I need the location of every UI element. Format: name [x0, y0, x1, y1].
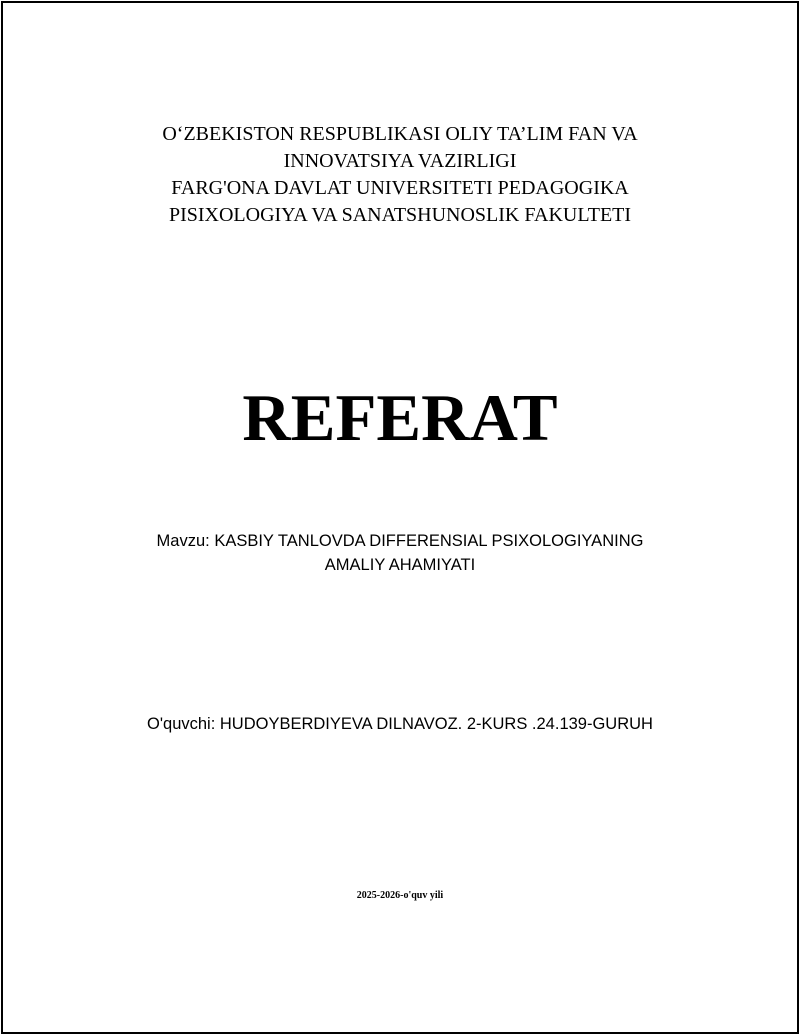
header-line-ministry-2: INNOVATSIYA VAZIRLIGI — [283, 150, 517, 172]
header-line-faculty: PISIXOLOGIYA VA SANATSHUNOSLIK FAKULTETI — [168, 204, 632, 226]
document-title: REFERAT — [242, 381, 558, 455]
topic-line-1: Mavzu: KASBIY TANLOVDA DIFFERENSIAL PSIXOLOGIYANING — [156, 532, 644, 550]
topic-line-2: AMALIY AHAMIYATI — [324, 556, 476, 574]
academic-year: 2025-2026-o'quv yili — [356, 890, 444, 901]
institution-header — [0, 121, 800, 229]
header-line-ministry-1: O‘ZBEKISTON RESPUBLIKASI OLIY TA’LIM FAN VA — [162, 123, 638, 145]
topic-block — [0, 529, 800, 577]
header-line-university: FARG'ONA DAVLAT UNIVERSITETI PEDAGOGIKA — [171, 177, 629, 199]
student-info: O'quvchi: HUDOYBERDIYEVA DILNAVOZ. 2-KURS .24.139-GURUH — [147, 715, 653, 733]
